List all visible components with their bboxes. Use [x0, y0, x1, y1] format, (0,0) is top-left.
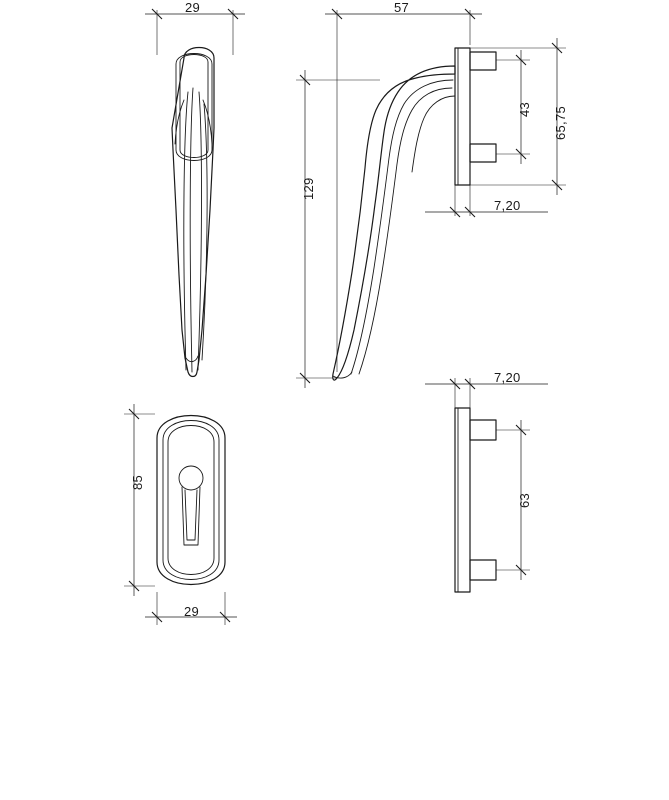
dimension-label-stud-spacing: 63	[517, 492, 532, 508]
dimension-rosette-thickness-bottom	[425, 378, 548, 408]
dimension-handle-height	[296, 70, 380, 388]
dimension-label-rosette-thickness-top: 7,20	[494, 198, 521, 213]
dimension-stud-spacing	[496, 420, 530, 580]
dimension-side-depth	[325, 9, 482, 372]
dimension-fixing-spacing	[496, 50, 530, 164]
dimension-rosette-height	[124, 404, 155, 596]
dimension-rosette-length-side	[470, 38, 566, 195]
dimension-label-front-width: 29	[185, 0, 201, 15]
rosette-front-view	[157, 416, 225, 585]
dimension-label-rosette-height: 85	[130, 474, 145, 490]
dimension-label-side-depth: 57	[394, 0, 410, 15]
front-view	[172, 48, 214, 377]
dimension-rosette-width	[145, 592, 237, 625]
dimension-label-rosette-length-side: 65,75	[553, 105, 568, 140]
dimension-label-handle-height: 129	[301, 177, 316, 200]
dimension-label-rosette-thickness-bottom: 7,20	[494, 370, 521, 385]
dimension-label-fixing-spacing: 43	[517, 101, 532, 117]
dimension-rosette-thickness-top	[425, 185, 548, 217]
rosette-side-view	[455, 408, 496, 592]
dimension-label-rosette-width: 29	[184, 604, 200, 619]
